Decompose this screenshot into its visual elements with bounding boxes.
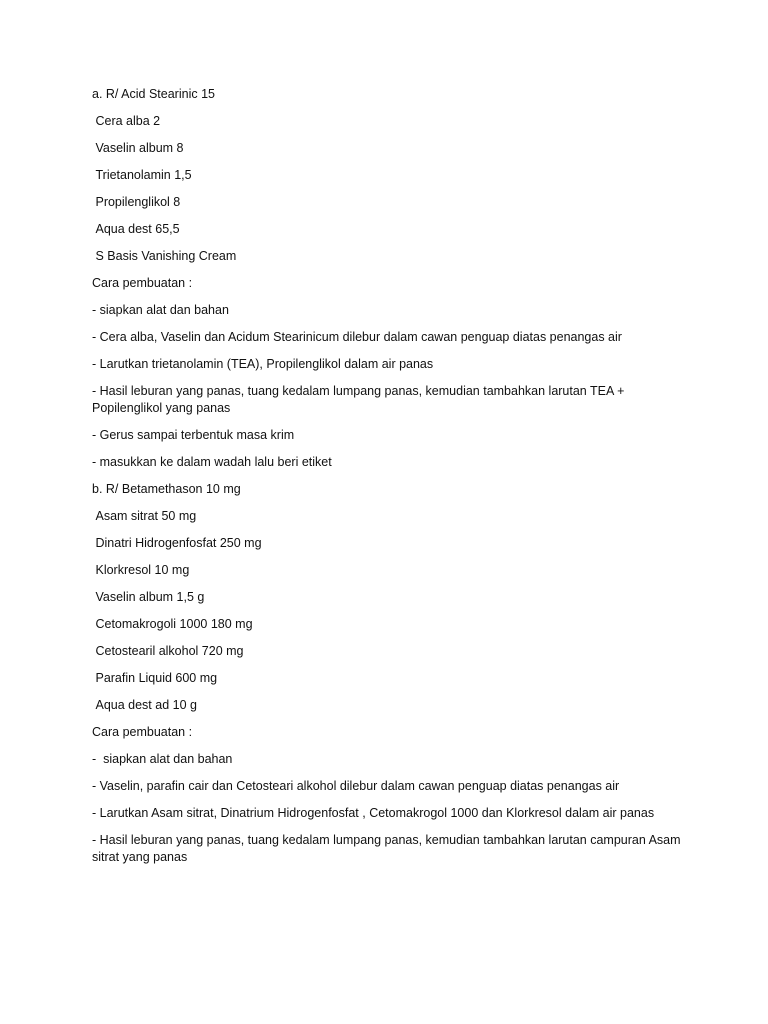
method-step: - siapkan alat dan bahan: [92, 303, 229, 317]
recipe-b-heading: b. R/ Betamethason 10 mg: [92, 482, 241, 496]
ingredient-line: Cera alba 2: [92, 114, 161, 128]
method-step: - Cera alba, Vaselin dan Acidum Stearinicum dilebur dalam cawan penguap diatas penangas air: [92, 330, 622, 344]
method-step: - Larutkan trietanolamin (TEA), Propilenglikol dalam air panas: [92, 357, 434, 371]
method-heading: Cara pembuatan :: [92, 276, 193, 290]
recipe-a-heading: a. R/ Acid Stearinic 15: [92, 87, 215, 101]
method-step: - Larutkan Asam sitrat, Dinatrium Hidrogenfosfat , Cetomakrogol 1000 dan Klorkresol dalam air panas: [92, 806, 655, 820]
ingredient-line: Trietanolamin 1,5: [92, 168, 192, 182]
ingredient-line: Aqua dest ad 10 g: [92, 698, 197, 712]
ingredient-line: Klorkresol 10 mg: [92, 563, 190, 577]
method-step: - siapkan alat dan bahan: [92, 752, 233, 766]
method-step: - Hasil leburan yang panas, tuang kedalam lumpang panas, kemudian tambahkan larutan campuran Asam sitrat yang panas: [92, 833, 685, 864]
ingredient-line: Asam sitrat 50 mg: [92, 509, 197, 523]
ingredient-line: Propilenglikol 8: [92, 195, 181, 209]
method-step: - Gerus sampai terbentuk masa krim: [92, 428, 295, 442]
method-step: - Hasil leburan yang panas, tuang kedalam lumpang panas, kemudian tambahkan larutan TEA + Popilenglikol yang panas: [92, 384, 628, 415]
signa-line: S Basis Vanishing Cream: [92, 249, 237, 263]
ingredient-line: Vaselin album 8: [92, 141, 184, 155]
ingredient-line: Cetomakrogoli 1000 180 mg: [92, 617, 253, 631]
ingredient-line: Vaselin album 1,5 g: [92, 590, 205, 604]
ingredient-line: Aqua dest 65,5: [92, 222, 180, 236]
method-heading: Cara pembuatan :: [92, 725, 193, 739]
ingredient-line: Parafin Liquid 600 mg: [92, 671, 218, 685]
document-body: [92, 86, 685, 876]
ingredient-line: Cetostearil alkohol 720 mg: [92, 644, 244, 658]
method-step: - masukkan ke dalam wadah lalu beri etiket: [92, 455, 332, 469]
method-step: - Vaselin, parafin cair dan Cetosteari alkohol dilebur dalam cawan penguap diatas penangas air: [92, 779, 620, 793]
ingredient-line: Dinatri Hidrogenfosfat 250 mg: [92, 536, 262, 550]
